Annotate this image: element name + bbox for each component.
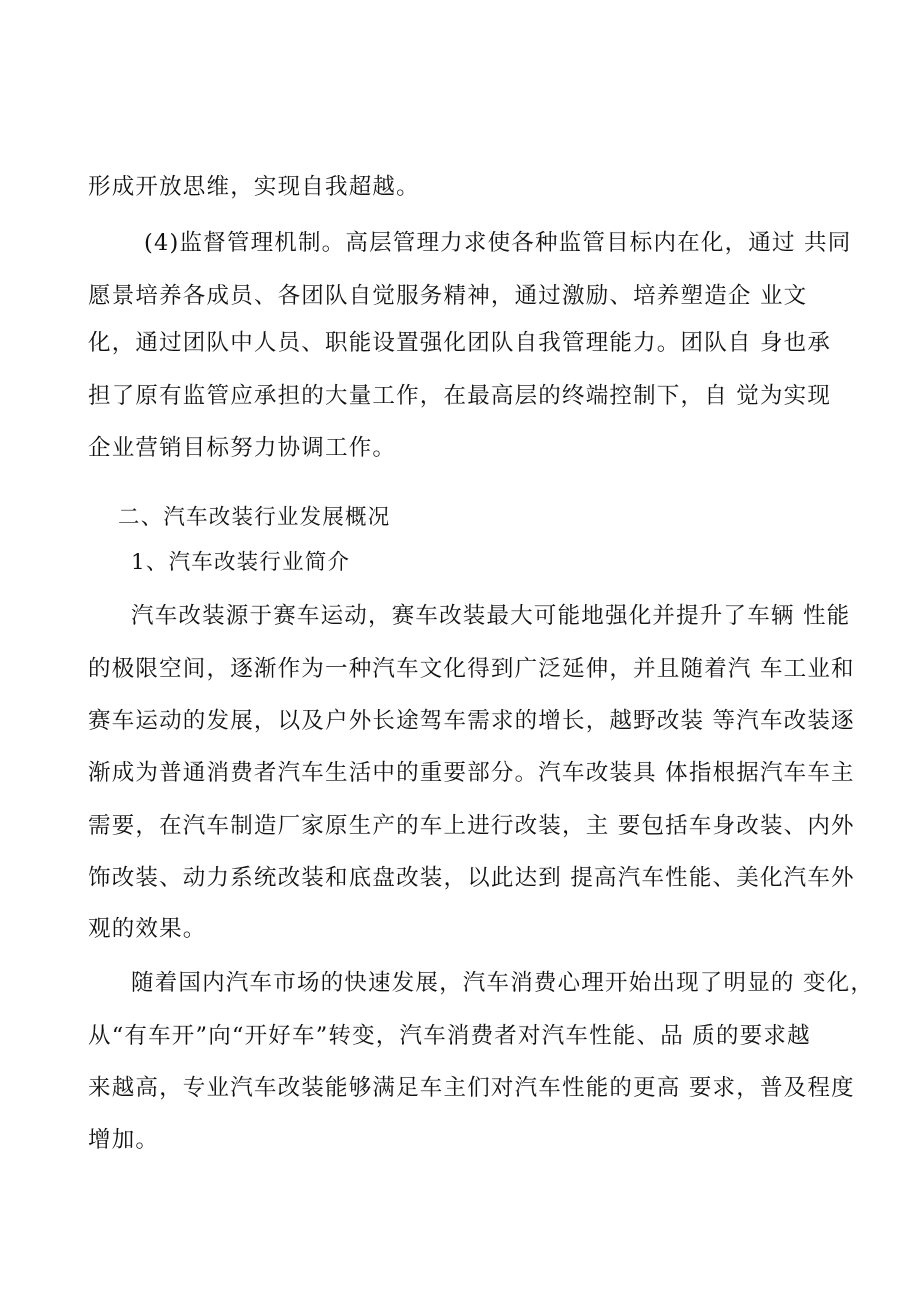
text-line: 汽车改装源于赛车运动，赛车改装最大可能地强化并提升了车辆 性能	[131, 603, 851, 629]
subsection-heading: 1、汽车改装行业简介	[131, 550, 351, 575]
text-line: 观的效果。	[88, 916, 207, 942]
text-line: 饰改装、动力系统改装和底盘改装，以此达到 提高汽车性能、美化汽车外	[88, 865, 855, 891]
text-line: 的极限空间，逐渐作为一种汽车文化得到广泛延伸，并且随着汽 车工业和	[88, 656, 855, 682]
text-line: (4)监督管理机制。高层管理力求使各种监管目标内在化，通过 共同	[144, 230, 852, 256]
text-line: 形成开放思维，实现自我超越。	[88, 174, 420, 200]
text-line: 赛车运动的发展，以及户外长途驾车需求的增长，越野改装 等汽车改装逐	[88, 708, 855, 734]
text-line: 渐成为普通消费者汽车生活中的重要部分。汽车改装具 体指根据汽车车主	[88, 760, 855, 786]
section-heading: 二、汽车改装行业发展概况	[118, 505, 391, 530]
text-line: 来越高，专业汽车改装能够满足车主们对汽车性能的更高 要求，普及程度	[88, 1075, 855, 1101]
text-line: 随着国内汽车市场的快速发展，汽车消费心理开始出现了明显的 变化，	[131, 970, 875, 996]
text-line: 需要，在汽车制造厂家原生产的车上进行改装，主 要包括车身改装、内外	[88, 813, 855, 839]
text-line: 企业营销目标努力协调工作。	[88, 435, 397, 461]
text-line: 化，通过团队中人员、职能设置强化团队自我管理能力。团队自 身也承	[88, 330, 832, 356]
text-line: 担了原有监管应承担的大量工作，在最高层的终端控制下，自 觉为实现	[88, 383, 832, 409]
text-line: 愿景培养各成员、各团队自觉服务精神，通过激励、培养塑造企 业文	[88, 283, 808, 309]
text-line: 增加。	[88, 1127, 160, 1153]
text-line: 从“有车开”向“开好车”转变，汽车消费者对汽车性能、品 质的要求越	[88, 1023, 811, 1049]
